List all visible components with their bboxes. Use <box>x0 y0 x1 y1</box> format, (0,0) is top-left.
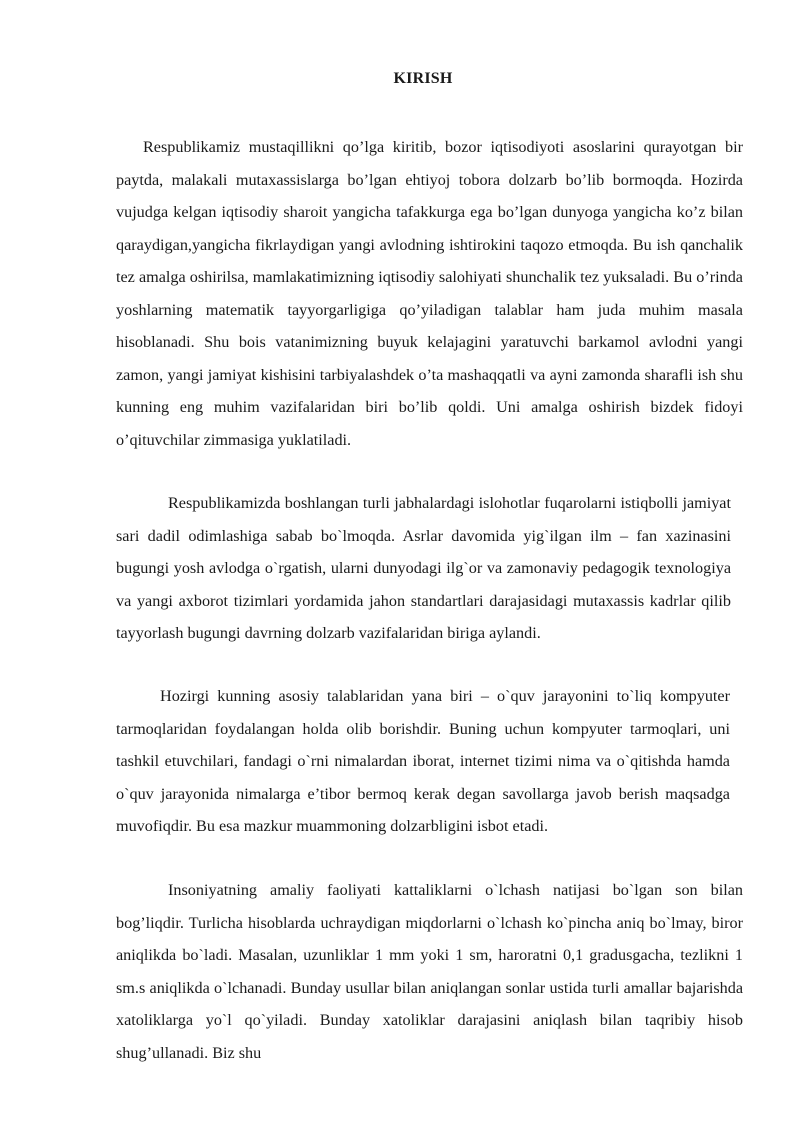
paragraph-measurement: Insoniyatning amaliy faoliyati kattaliklarni o`lchash natijasi bo`lgan son bilan bog’liqdir. Turlicha hisoblarda uchraydigan miqdorlarni o`lchash ko`pincha aniq bo`lmay, biror aniqlikda bo`ladi. Masalan, uzunliklar 1 mm yoki 1 sm, haroratni 0,1 gradusgacha, tezlikni 1 sm.s aniqlikda o`lchanadi. Bunday usullar bilan aniqlangan sonlar ustida turli amallar bajarishda xatoliklarga yo`l qo`yiladi. Bunday xatoliklar darajasini aniqlash bilan taqribiy hisob shug’ullanadi. Biz shu <box>116 881 743 1062</box>
paragraph-reforms: Respublikamizda boshlangan turli jabhalardagi islohotlar fuqarolarni istiqbolli jamiyat sari dadil odimlashiga sabab bo`lmoqda. Asrlar davomida yig`ilgan ilm – fan xazinasini bugungi yosh avlodga o`rgatish, ularni dunyodagi ilg`or va zamonaviy pedagogik texnologiya va yangi axborot tizimlari yordamida jahon standartlari darajasidagi mutaxassis kadrlar qilib tayyorlash bugungi davrning dolzarb vazifalaridan biriga aylandi. <box>116 494 731 642</box>
paragraph-computer-networks: Hozirgi kunning asosiy talablaridan yana biri – o`quv jarayonini to`liq kompyuter tarmoqlaridan foydalangan holda olib borishdir. Buning uchun kompyuter tarmoqlari, uni tashkil etuvchilari, fandagi o`rni nimalardan iborat, internet tizimi nima va o`qitishda hamda o`quv jarayonida nimalarga e’tibor bermoq kerak degan savollarga javob berish maqsadga muvofiqdir. Bu esa mazkur muammoning dolzarbligini isbot etadi. <box>116 687 730 835</box>
paragraph-intro: Respublikamiz mustaqillikni qo’lga kiritib, bozor iqtisodiyoti asoslarini qurayotgan bir paytda, malakali mutaxassislarga bo’lgan ehtiyoj tobora dolzarb bo’lib bormoqda. Hozirda vujudga kelgan iqtisodiy sharoit yangicha tafakkurga ega bo’lgan dunyoga yangicha ko’z bilan qaraydigan,yangicha fikrlaydigan yangi avlodning ishtirokini taqozo etmoqda. Bu ish qanchalik tez amalga oshirilsa, mamlakatimizning iqtisodiy salohiyati shunchalik tez yuksaladi. Bu o’rinda yoshlarning matematik tayyorgarligiga qo’yiladigan talablar ham juda muhim masala hisoblanadi. Shu bois vatanimizning buyuk kelajagini yaratuvchi barkamol avlodni yangi zamon, yangi jamiyat kishisini tarbiyalashdek o’ta mashaqqatli va ayni zamonda sharafli ish shu kunning eng muhim vazifalaridan biri bo’lib qoldi. Uni amalga oshirish bizdek fidoyi o’qituvchilar zimmasiga yuklatiladi. <box>116 138 743 449</box>
page-title: KIRISH <box>393 70 453 87</box>
